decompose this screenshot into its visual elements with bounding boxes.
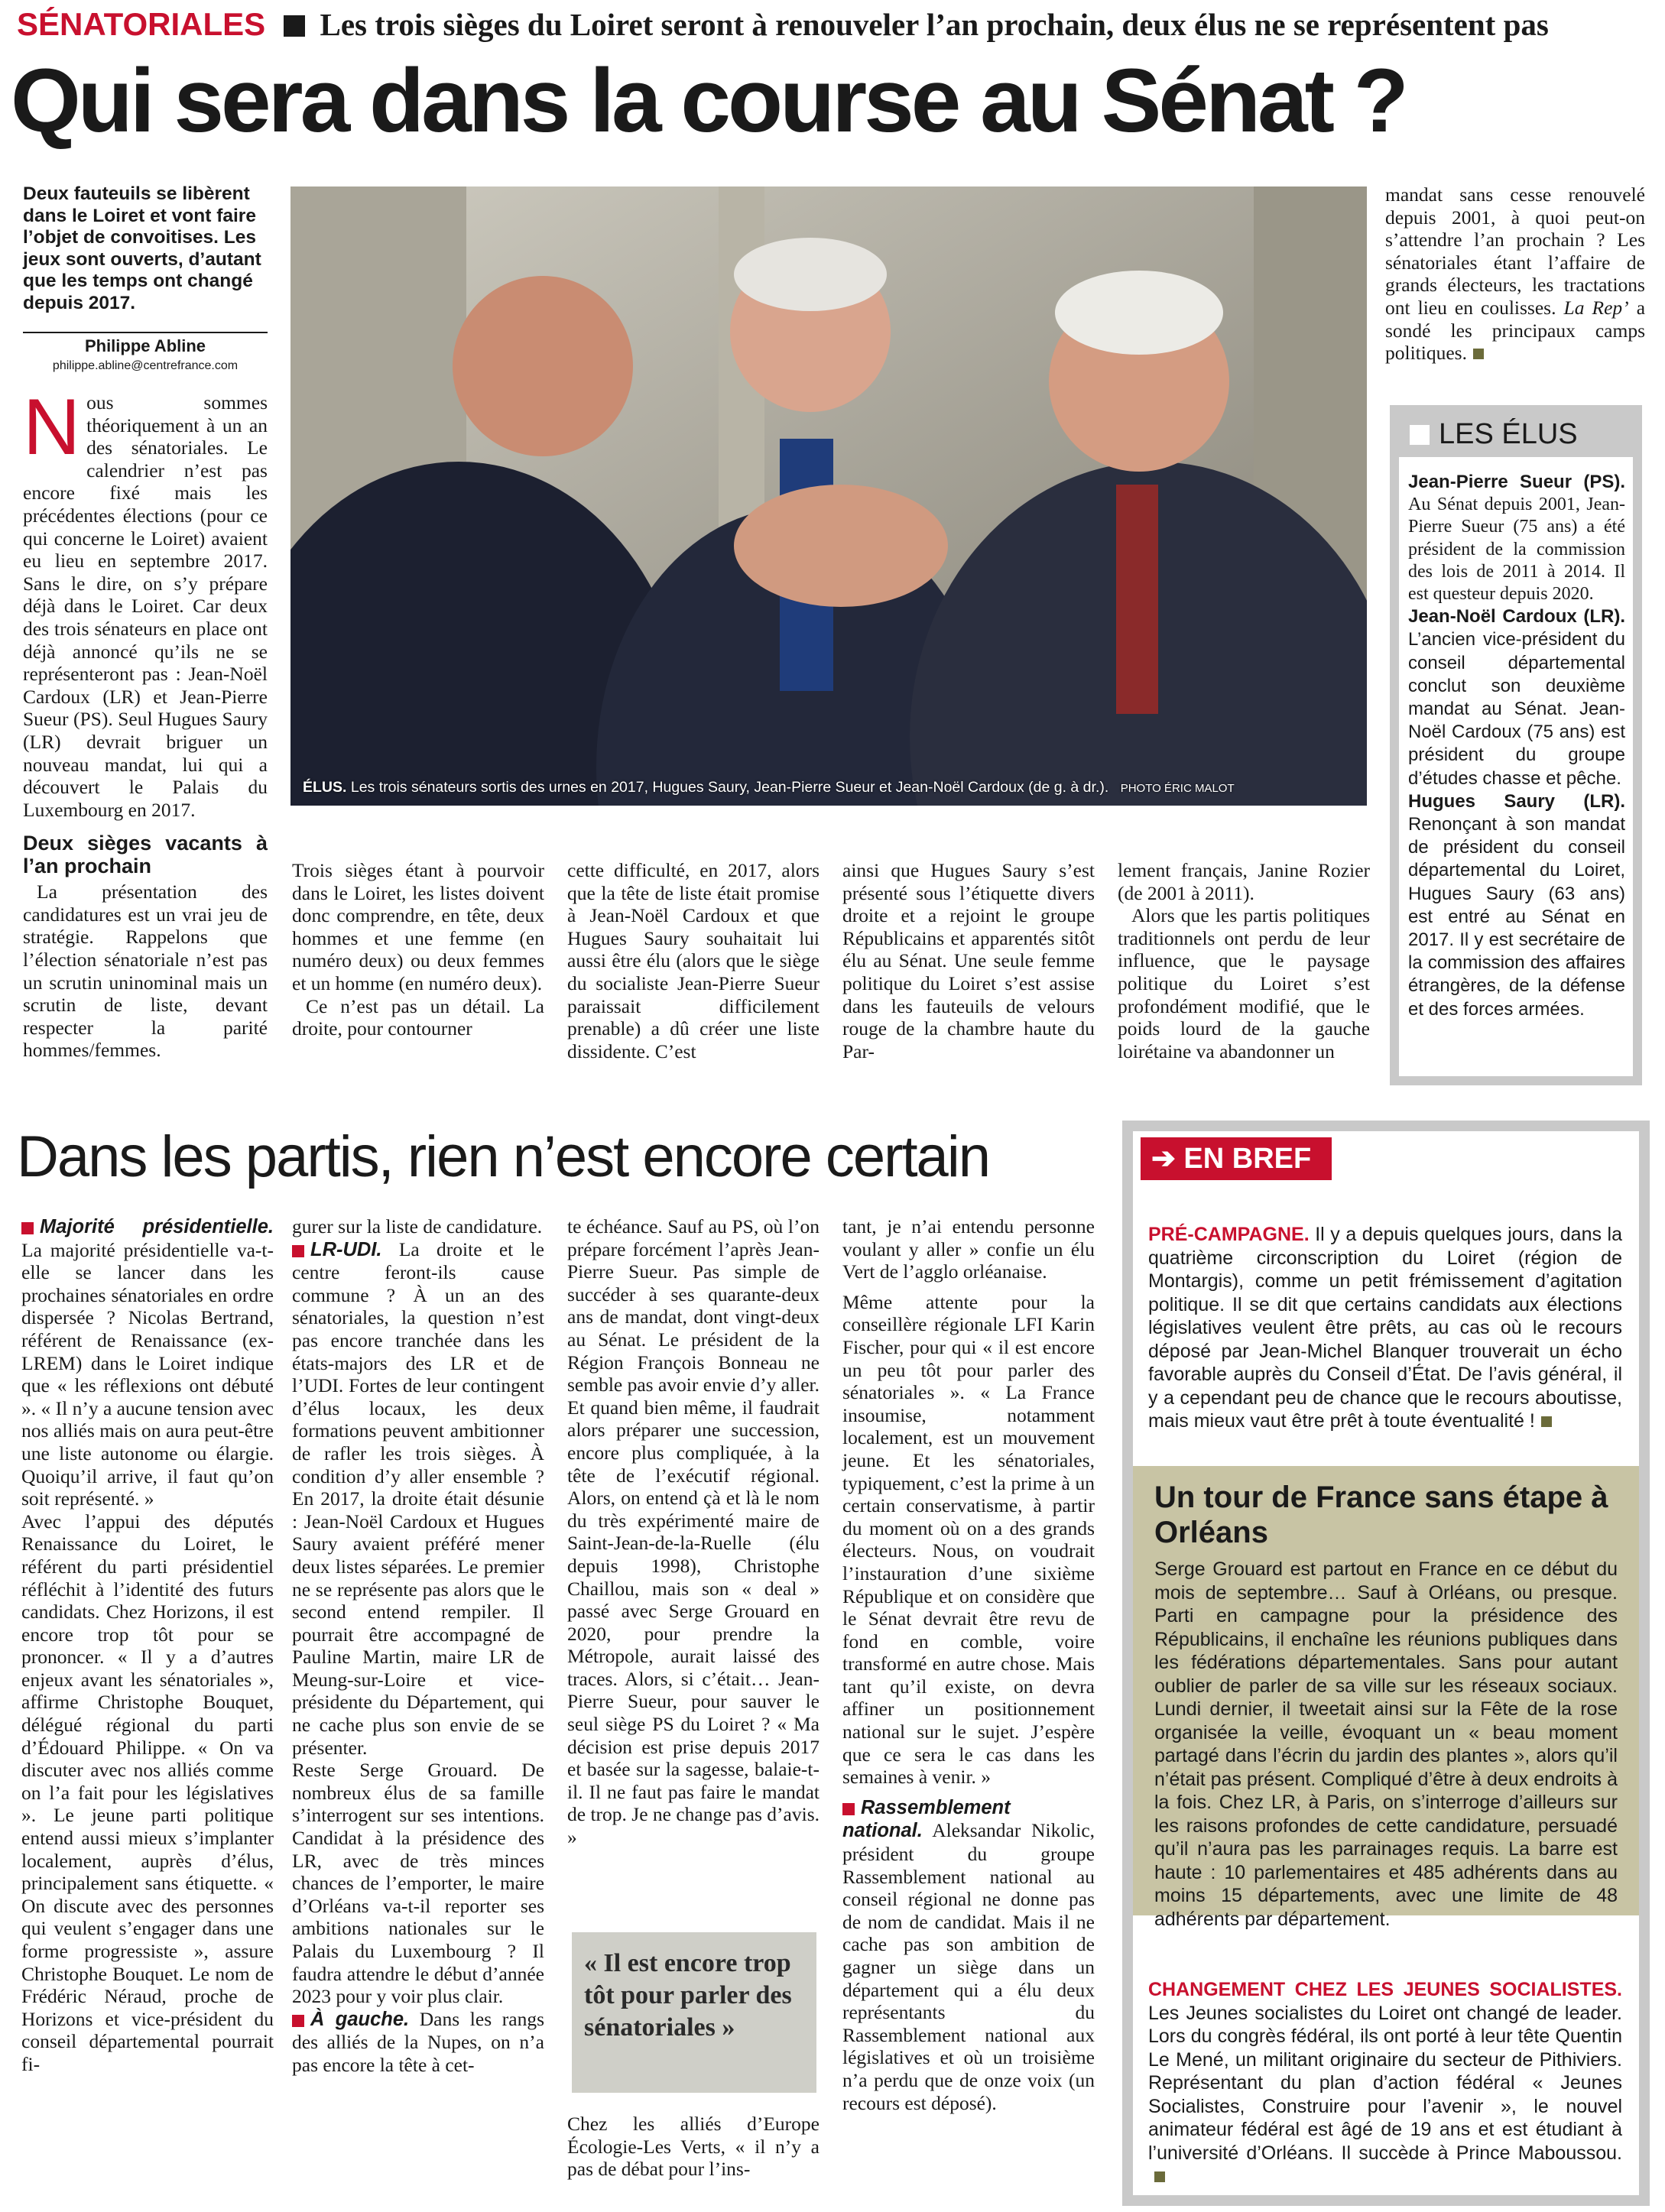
s1-p1 [21, 1215, 274, 1510]
elus-title-bar [1399, 414, 1633, 457]
s2-p1 [292, 1238, 544, 1760]
bref-2-text [1154, 1558, 1618, 1931]
dropcap: N [23, 383, 81, 472]
bref-2-body: Serge Grouard est partout en France en ce début du mois de septembre… Sauf à Orléans, ou presque. Parti en campagne pour la présidence des Républicains, il enchaîne les réunions publiques dans les fédérations départementales. Sans pour autant oublier de parler de sa ville sur les réseaux sociaux. Lundi dernier, il tweetait ainsi sur la Fête de la rose organisée la veille, évoquant un « beau moment partagé dans l’écrin du jardin des plantes », alors qu’il n’était pas présent. Compliqué d’être à deux endroits à la fois. Chez LR, à Paris, on s’interroge d’ailleurs sur les raisons profondes de cette candidature, persuadé qu’il n’aura pas les parrainages requis. La barre est haute : 10 parlementaires et 485 adhérents dans au moins 15 départements, avec une limite de 48 adhérents par département. [1154, 1558, 1618, 1930]
elu-2 [1408, 605, 1625, 790]
author-email: philippe.abline@centrefrance.com [52, 359, 239, 372]
second-col-2 [292, 1215, 544, 2077]
elu-3-name: Hugues Saury (LR). [1408, 790, 1625, 812]
senators-photo [290, 186, 1367, 806]
col3-p1: cette difficulté, en 2017, alors que la tête de liste était promise à Jean-Noël Cardoux et que Hugues Saury souhaitait lui aussi être élu (alors que le siège du socialiste Jean-Pierre Sueur paraissait difficilement prenable) a dû créer une liste dissidente. C’est [567, 859, 820, 1062]
bref-3-text: Les Jeunes socialistes du Loiret ont changé de leader. Lors du congrès fédéral, ils ont porté à leur tête Quentin Le Mené, un militant originaire du secteur de Pithiviers. Représentant du plan d’action fédéral « Jeunes Socialistes, Construire pour l’avenir », le nouvel animateur fédéral est âgé de 19 ans et est étudiant à l’université d’Orléans. Il succède à Prince Maboussou. [1148, 2002, 1622, 2164]
s1-text: La majorité présidentielle va-t-elle se lancer dans les prochaines sénatoriales en ordre dispersée ? Nicolas Bertrand, référent de Renaissance (ex-LREM) dans le Loiret indique que « les réflexions ont débuté ». « Il n’y a aucune tension avec nos alliés mais on aura peut-être une liste autonome ou élargie. Quoiqu’il arrive, il faut qu’on soit représenté. » [21, 1238, 274, 1510]
article-col-2 [292, 859, 544, 1040]
s4-label: Rassemblement national. [842, 1796, 1011, 1842]
col6-italic: La Rep’ [1563, 296, 1629, 319]
elu-1-name: Jean-Pierre Sueur (PS). [1408, 472, 1625, 492]
bref-item-3 [1148, 1978, 1622, 2188]
s2-label: LR-UDI. [310, 1238, 382, 1260]
kicker: SÉNATORIALES [17, 6, 266, 42]
bref-3-paragraph [1148, 1978, 1622, 2188]
col6-p1 [1385, 183, 1645, 365]
s2-text: La droite et le centre feront-ils cause commune ? À un an des sénatoriales, la question n’est pas encore tranchée dans les états-majors des LR et de l’UDI. Fortes de leur contingent d’élus locaux, les deux formations peuvent ambitionner de rafler les trois sièges. À condition d’y aller ensemble ? En 2017, la droite était désunie : Jean-Noël Cardoux et Hugues Saury avaient préféré mener deux listes séparées. Le premier ne se représente pas alors que le second entend rempiler. Il pourrait être accompagné de Pauline Martin, maire LR de Meung-sur-Loire et vice-présidente du Département, qui ne cache plus son envie de se présenter. [292, 1237, 545, 1759]
s4-p3 [842, 1796, 1095, 2114]
elus-square-icon [1410, 425, 1430, 445]
arrow-right-icon: ➔ [1151, 1143, 1176, 1175]
s2-text3: Dans les rangs des alliés de la Nupes, on n’a pas encore la tête à cet- [292, 2007, 544, 2076]
kicker-square [284, 15, 305, 37]
elus-title: LES ÉLUS [1439, 418, 1578, 450]
end-square [1473, 349, 1484, 359]
elu-1-text: Au Sénat depuis 2001, Jean-Pierre Sueur (75 ans) a été président de la commission des lois de 2011 à 2014. Il est questeur depuis 2020. [1408, 495, 1625, 605]
s4-p1: tant, je n’ai entendu personne voulant y aller » confie un élu Vert de l’agglo orléanaise. [842, 1215, 1095, 1283]
photo-caption [303, 778, 1358, 798]
intro-paragraph [23, 383, 268, 821]
col4-p1: ainsi que Hugues Saury s’est présenté sous l’étiquette divers droite et a rejoint le groupe Républicains et apparentés sitôt élu au Sénat. Une seule femme politique du Loiret s’est assise dans les fauteuils de velours rouge de la chambre haute du Par- [842, 859, 1095, 1062]
bref-1-label: PRÉ-CAMPAGNE. [1148, 1224, 1310, 1245]
bref-3-label: CHANGEMENT CHEZ LES JEUNES SOCIALISTES. [1148, 1979, 1622, 2000]
author: Philippe Abline [84, 336, 206, 355]
red-square-icon [292, 2015, 304, 2027]
s2-p2: Reste Serge Grouard. De nombreux élus de sa famille s’interrogent sur ses intentions. Candidat à la présidence des LR, avec de très minces chances de l’emporter, le maire d’Orléans va-t-il reporter ses ambitions nationales sur le Palais du Luxembourg ? Il faudra attendre le début d’année 2023 pour y voir plus clair. [292, 1759, 544, 2008]
elu-1 [1408, 471, 1625, 605]
pull-quote-text: « Il est encore trop tôt pour parler des sénatoriales » [584, 1949, 792, 2042]
elu-3 [1408, 790, 1625, 1021]
col2-p2: Ce n’est pas un détail. La droite, pour contourner [292, 994, 544, 1040]
s2-p3 [292, 2008, 544, 2077]
pull-quote [572, 1932, 816, 2093]
red-square-icon [21, 1222, 34, 1234]
intro-body [23, 383, 268, 1062]
photo-credit: PHOTO ÉRIC MALOT [1120, 782, 1235, 795]
intro-subhead: Deux sièges vacants à l’an prochain [23, 832, 268, 878]
col6-text: mandat sans cesse renouvelé depuis 2001, à quoi peut-on s’attendre l’an prochain ? Les sénatoriales étant l’affaire de grands électeurs, les tractations ont lieu en coulisses. [1385, 183, 1645, 319]
article-col-5 [1118, 859, 1370, 1062]
end-square [1541, 1416, 1552, 1427]
intro-p2: La présentation des candidatures est un vrai jeu de stratégie. Rappelons que l’élection sénatoriale n’est pas un scrutin uninominal mais un scrutin de liste, devant respecter la parité hommes/femmes. [23, 881, 268, 1062]
second-headline: Dans les partis, rien n’est encore certain [17, 1124, 989, 1189]
s2-label2: À gauche. [310, 2008, 410, 2030]
col2-p1: Trois sièges étant à pourvoir dans le Loiret, les listes doivent donc comprendre, en tête, deux hommes et une femme (en numéro deux) ou deux femmes et un homme (en numéro deux). [292, 859, 544, 994]
s3-p1: te échéance. Sauf au PS, où l’on prépare forcément l’après Jean-Pierre Sueur. Pas simple de succéder à ses quarante-deux ans de mandat, dont vingt-deux au Sénat. Le président de la Région François Bonneau ne semble pas avoir envie d’y aller. Et quand bien même, il faudrait alors préparer une succession, encore plus compliquée, à la tête de l’exécutif régional. Alors, on entend çà et là le nom du très expérimenté maire de Saint-Jean-de-la-Ruelle (élu depuis 1998), Christophe Chaillou, mais son « deal » passé avec Serge Grouard en 2020, pour prendre la Métropole, aurait laissé des traces. Alors, si c’était… Jean-Pierre Sueur, pour sauver le seul siège PS du Loiret ? « Ma décision est prise depuis 2017 et basée sur la sagesse, balaie-t-il. Il ne faut pas faire le mandat de trop. Je ne change pas d’avis. » [567, 1215, 820, 1849]
intro-p1: ous sommes théoriquement à un an des sénatoriales. Le calendrier n’est pas encore fixé mais les précédentes élections (pour ce qui concerne le Loiret) avaient eu lieu en septembre 2017. Sans le dire, on s’y prépare déjà dans le Loiret. Car deux des trois sénateurs en place ont déjà annoncé qu’ils ne se représenteront pas : Jean-Noël Cardoux (LR) et Jean-Pierre Sueur (PS). Seul Hugues Saury (LR) devrait briguer un nouveau mandat, lui qui a découvert le Palais du Luxembourg en 2017. [23, 391, 268, 821]
s4-p2: Même attente pour la conseillère régionale LFI Karin Fischer, pour qui « il est encore un peu tôt pour parler des sénatoriales ». « La France insoumise, notamment localement, est un mouvement jeune. Et les sénatoriales, typiquement, c’est la prime à un certain conservatisme, à partir du moment où on a des grands électeurs. Nous, on voudrait l’instauration d’une sixième République et on considère que le Sénat devrait être revu de fond en comble, voire transformé en autre chose. Mais tant qu’il existe, on devra affiner un positionnement national sur le sujet. J’espère que ce sera le cas dans les semaines à venir. » [842, 1290, 1095, 1789]
en-bref-header [1141, 1137, 1332, 1180]
s4-text3: Aleksandar Nikolic, président du groupe Rassemblement national au conseil régional ne donne pas de nom de candidat. Mais il ne cache pas son ambition de gagner un siège dans un département qui a élu deux représentants du Rassemblement national aux législatives et où un troisième n’a perdu que de onze voix (un recours est déposé). [842, 1819, 1095, 2114]
elus-body [1408, 471, 1625, 1021]
caption-label: ÉLUS. [303, 779, 347, 796]
s2-p0: gurer sur la liste de candidature. [292, 1215, 543, 1237]
second-col-3-end [567, 2113, 820, 2181]
second-col-3 [567, 1215, 820, 1849]
caption-text: Les trois sénateurs sortis des urnes en 2017, Hugues Saury, Jean-Pierre Sueur et Jean-Noël Cardoux (de g. à dr.). [350, 779, 1109, 796]
elu-3-text: Renonçant à son mandat de président du conseil départemental du Loiret, Hugues Saury (63 ans) est entré au Sénat en 2017. Il y est secrétaire de la commission des affaires étrangères, de la défense et des forces armées. [1408, 814, 1625, 1020]
article-col-6 [1385, 183, 1645, 365]
kicker-line [17, 5, 1653, 44]
col5-p1: lement français, Janine Rozier (de 2001 à 2011). [1118, 859, 1370, 904]
s1-p2: Avec l’appui des députés Renaissance du Loiret, le référent du parti présidentiel réfléchit à l’identité des futurs candidats. Chez Horizons, il est encore trop tôt pour se prononcer. « Il y a d’autres enjeux avant les sénatoriales », affirme Christophe Bouquet, délégué régional du parti d’Édouard Philippe. « On va discuter avec nos alliés comme on l’a fait pour les législatives ». Le jeune parti politique entend aussi mieux s’implanter localement, auprès d’élus, principalement sans étiquette. « On discute avec des personnes qui veulent s’engager dans une forme progressiste », assure Christophe Bouquet. Le nom de Frédéric Néraud, proche de Horizons et vice-président du conseil départemental pourrait fi- [21, 1510, 274, 2075]
elu-2-text: L’ancien vice-président du conseil départemental conclut son deuxième mandat au Sénat. Jean-Noël Cardoux (75 ans) est président du groupe d’études chasse et pêche. [1408, 629, 1625, 789]
elus-box [1390, 405, 1642, 1085]
s3-end: Chez les alliés d’Europe Écologie-Les Verts, « il n’y a pas de débat pour l’ins- [567, 2113, 820, 2181]
bref-2-title: Un tour de France sans étape à Orléans [1154, 1481, 1608, 1549]
chapo: Deux fauteuils se libèrent dans le Loiret et vont faire l’objet de convoitises. Les jeux sont ouverts, d’autant que les temps ont changé depuis 2017. [23, 183, 261, 313]
en-bref-box [1122, 1121, 1650, 2206]
s1-label: Majorité présidentielle. [40, 1216, 274, 1237]
kicker-subtitle: Les trois sièges du Loiret seront à renouveler l’an prochain, deux élus ne se représentent pas [320, 7, 1549, 42]
en-bref-title: EN BREF [1183, 1143, 1312, 1175]
elu-2-name: Jean-Noël Cardoux (LR). [1408, 606, 1625, 628]
bref-1-text: Il y a depuis quelques jours, dans la quatrième circonscription du Loiret (région de Montargis), comme un petit frémissement d’agitation politique. Il se dit que certains candidats aux élections législatives veulent être prêts, au cas où le recours déposé par Jean-Michel Blanquer trouverait un écho favorable auprès du Conseil d’État. De l’avis général, il y a cependant peu de chance que le recours aboutisse, mais mieux vaut être prêt à toute éventualité ! [1148, 1224, 1622, 1432]
second-col-4 [842, 1215, 1095, 2114]
article-col-4 [842, 859, 1095, 1062]
red-square-icon [842, 1803, 855, 1815]
photo-illustration [290, 186, 1367, 806]
red-square-icon [292, 1245, 304, 1257]
byline-rule [23, 332, 268, 333]
bref-1-paragraph [1148, 1223, 1622, 1433]
col6-end: a sondé les principaux camps politiques. [1385, 296, 1646, 365]
headline: Qui sera dans la course au Sénat ? [11, 50, 1406, 151]
col5-p2: Alors que les partis politiques traditionnels ont perdu de leur influence, que le paysage politique du Loiret s’est profondément modifié, que le poids lourd de la gauche loirétaine va abandonner un [1118, 904, 1370, 1062]
article-col-3 [567, 859, 820, 1062]
end-square [1154, 2171, 1165, 2182]
bref-item-2 [1133, 1466, 1639, 1930]
bref-item-1 [1148, 1223, 1622, 1433]
second-col-1 [21, 1215, 274, 2076]
